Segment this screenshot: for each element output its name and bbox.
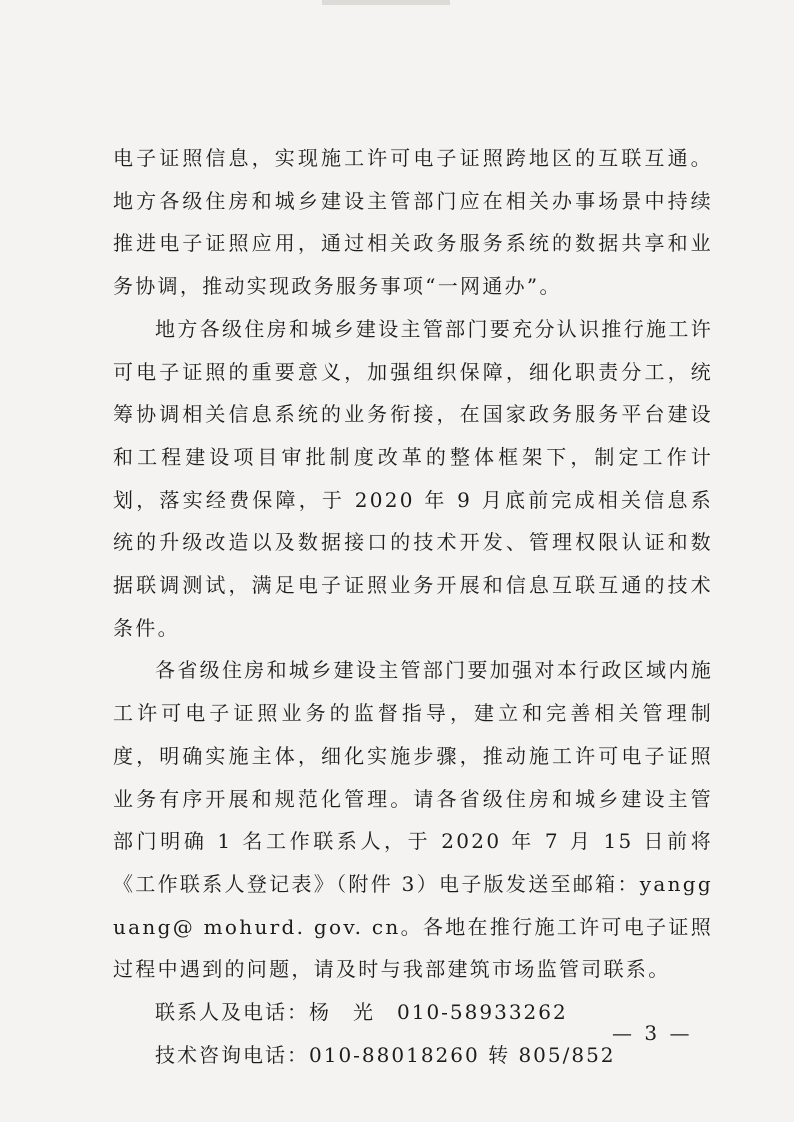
contact-person-line: 联系人及电话：杨 光 010-58933262 bbox=[155, 1000, 568, 1025]
paragraph-implementation: 地方各级住房和城乡建设主管部门要充分认识推行施工许可电子证照的重要意义，加强组织保障，细化职责分工，统筹协调相关信息系统的业务衔接，在国家政务服务平台建设和工程建设项目审批制度改革的整体框架下，制定工作计划，落实经费保障，于 2020 年 9 月底前完成相关信息系统的升级改造以及数据接口的技术开发、管理权限认证和数据联调测试，满足电子证照业务开展和信息互联互通的技术条件。 bbox=[113, 316, 713, 640]
page-number: — 3 — bbox=[612, 1021, 693, 1045]
paragraph-continued: 电子证照信息，实现施工许可电子证照跨地区的互联互通。地方各级住房和城乡建设主管部门应在相关办事场景中持续推进电子证照应用，通过相关政务服务系统的数据共享和业务协调，推动实现政务服务事项“一网通办”。 bbox=[113, 146, 713, 299]
document-body bbox=[113, 137, 713, 1076]
paragraph-supervision: 各省级住房和城乡建设主管部门要加强对本行政区域内施工许可电子证照业务的监督指导，建立和完善相关管理制度，明确实施主体，细化实施步骤，推动施工许可电子证照业务有序开展和规范化管理。请各省级住房和城乡建设主管部门明确 1 名工作联系人，于 2020 年 7 月 15 日前将《工作联系人登记表》（附件 3）电子版发送至邮箱：yangguang@ mohurd. gov. cn。各地在推行施工许可电子证照过程中遇到的问题，请及时与我部建筑市场监管司联系。 bbox=[113, 658, 713, 982]
scan-mark bbox=[322, 0, 450, 5]
tech-support-line: 技术咨询电话：010-88018260 转 805/852 bbox=[155, 1042, 616, 1067]
